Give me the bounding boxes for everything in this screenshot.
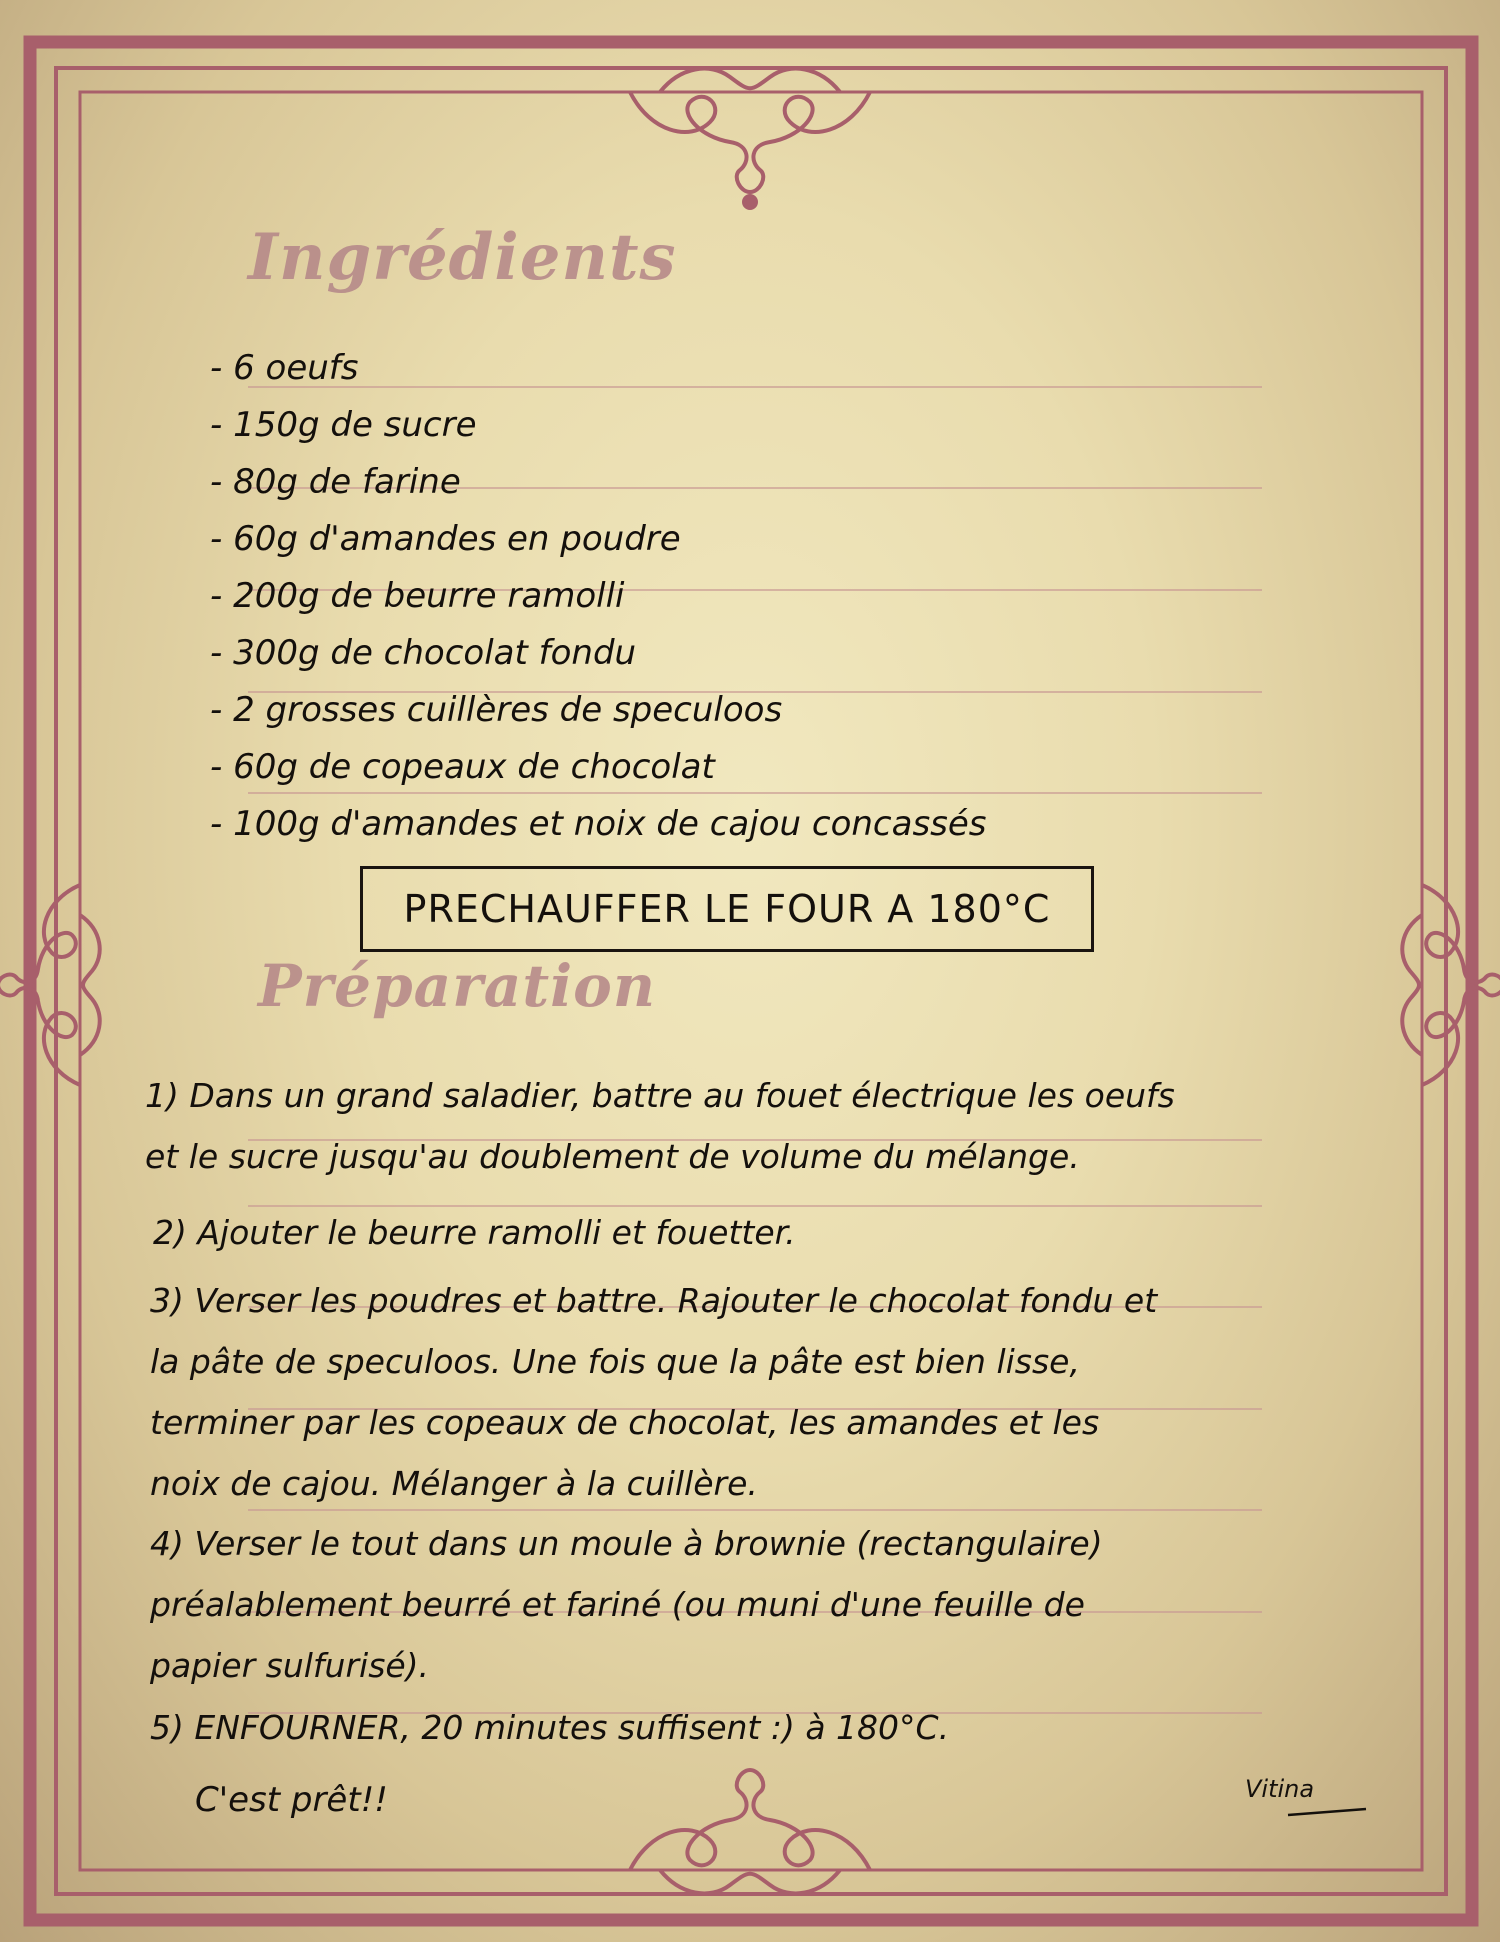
ingredient-item: - 200g de beurre ramolli	[210, 576, 625, 616]
ingredient-item: - 150g de sucre	[210, 405, 477, 445]
preparation-step-3: 3) Verser les poudres et battre. Rajouter le chocolat fondu et la pâte de speculoos. Une fois que la pâte est bien lisse, terminer par les copeaux de chocolat, les amandes et les noix de cajou. Mélanger à la cuillère.	[150, 1281, 1158, 1503]
ingredients-heading: Ingrédients	[248, 220, 677, 295]
left-flourish	[0, 885, 100, 1085]
signature-underline	[1288, 1809, 1366, 1815]
preparation-step-2: 2) Ajouter le beurre ramolli et fouetter.	[153, 1213, 796, 1252]
top-flourish	[630, 69, 870, 208]
bottom-flourish	[630, 1770, 870, 1893]
closing-text: C'est prêt!!	[195, 1780, 388, 1820]
ingredient-item: - 100g d'amandes et noix de cajou concassés	[210, 804, 987, 844]
ingredient-item: - 80g de farine	[210, 462, 461, 502]
right-flourish	[1402, 885, 1500, 1085]
preparation-step-1: 1) Dans un grand saladier, battre au fouet électrique les oeufs et le sucre jusqu'au doublement de volume du mélange.	[145, 1076, 1175, 1176]
ingredient-item: - 60g d'amandes en poudre	[210, 519, 681, 559]
ingredient-item: - 2 grosses cuillères de speculoos	[210, 690, 783, 730]
preparation-step-4: 4) Verser le tout dans un moule à brownie (rectangulaire) préalablement beurré et fariné (ou muni d'une feuille de papier sulfurisé).	[150, 1524, 1103, 1685]
ingredients-list	[210, 340, 987, 853]
ingredient-item: - 6 oeufs	[210, 348, 359, 388]
ingredient-item: - 300g de chocolat fondu	[210, 633, 637, 673]
preparation-step-5: 5) ENFOURNER, 20 minutes suffisent :) à 180°C.	[150, 1708, 950, 1747]
preparation-heading: Préparation	[258, 952, 657, 1020]
ingredient-item: - 60g de copeaux de chocolat	[210, 747, 715, 787]
preheat-notice: PRECHAUFFER LE FOUR A 180°C	[360, 866, 1094, 952]
signature: Vitina	[1245, 1775, 1315, 1803]
